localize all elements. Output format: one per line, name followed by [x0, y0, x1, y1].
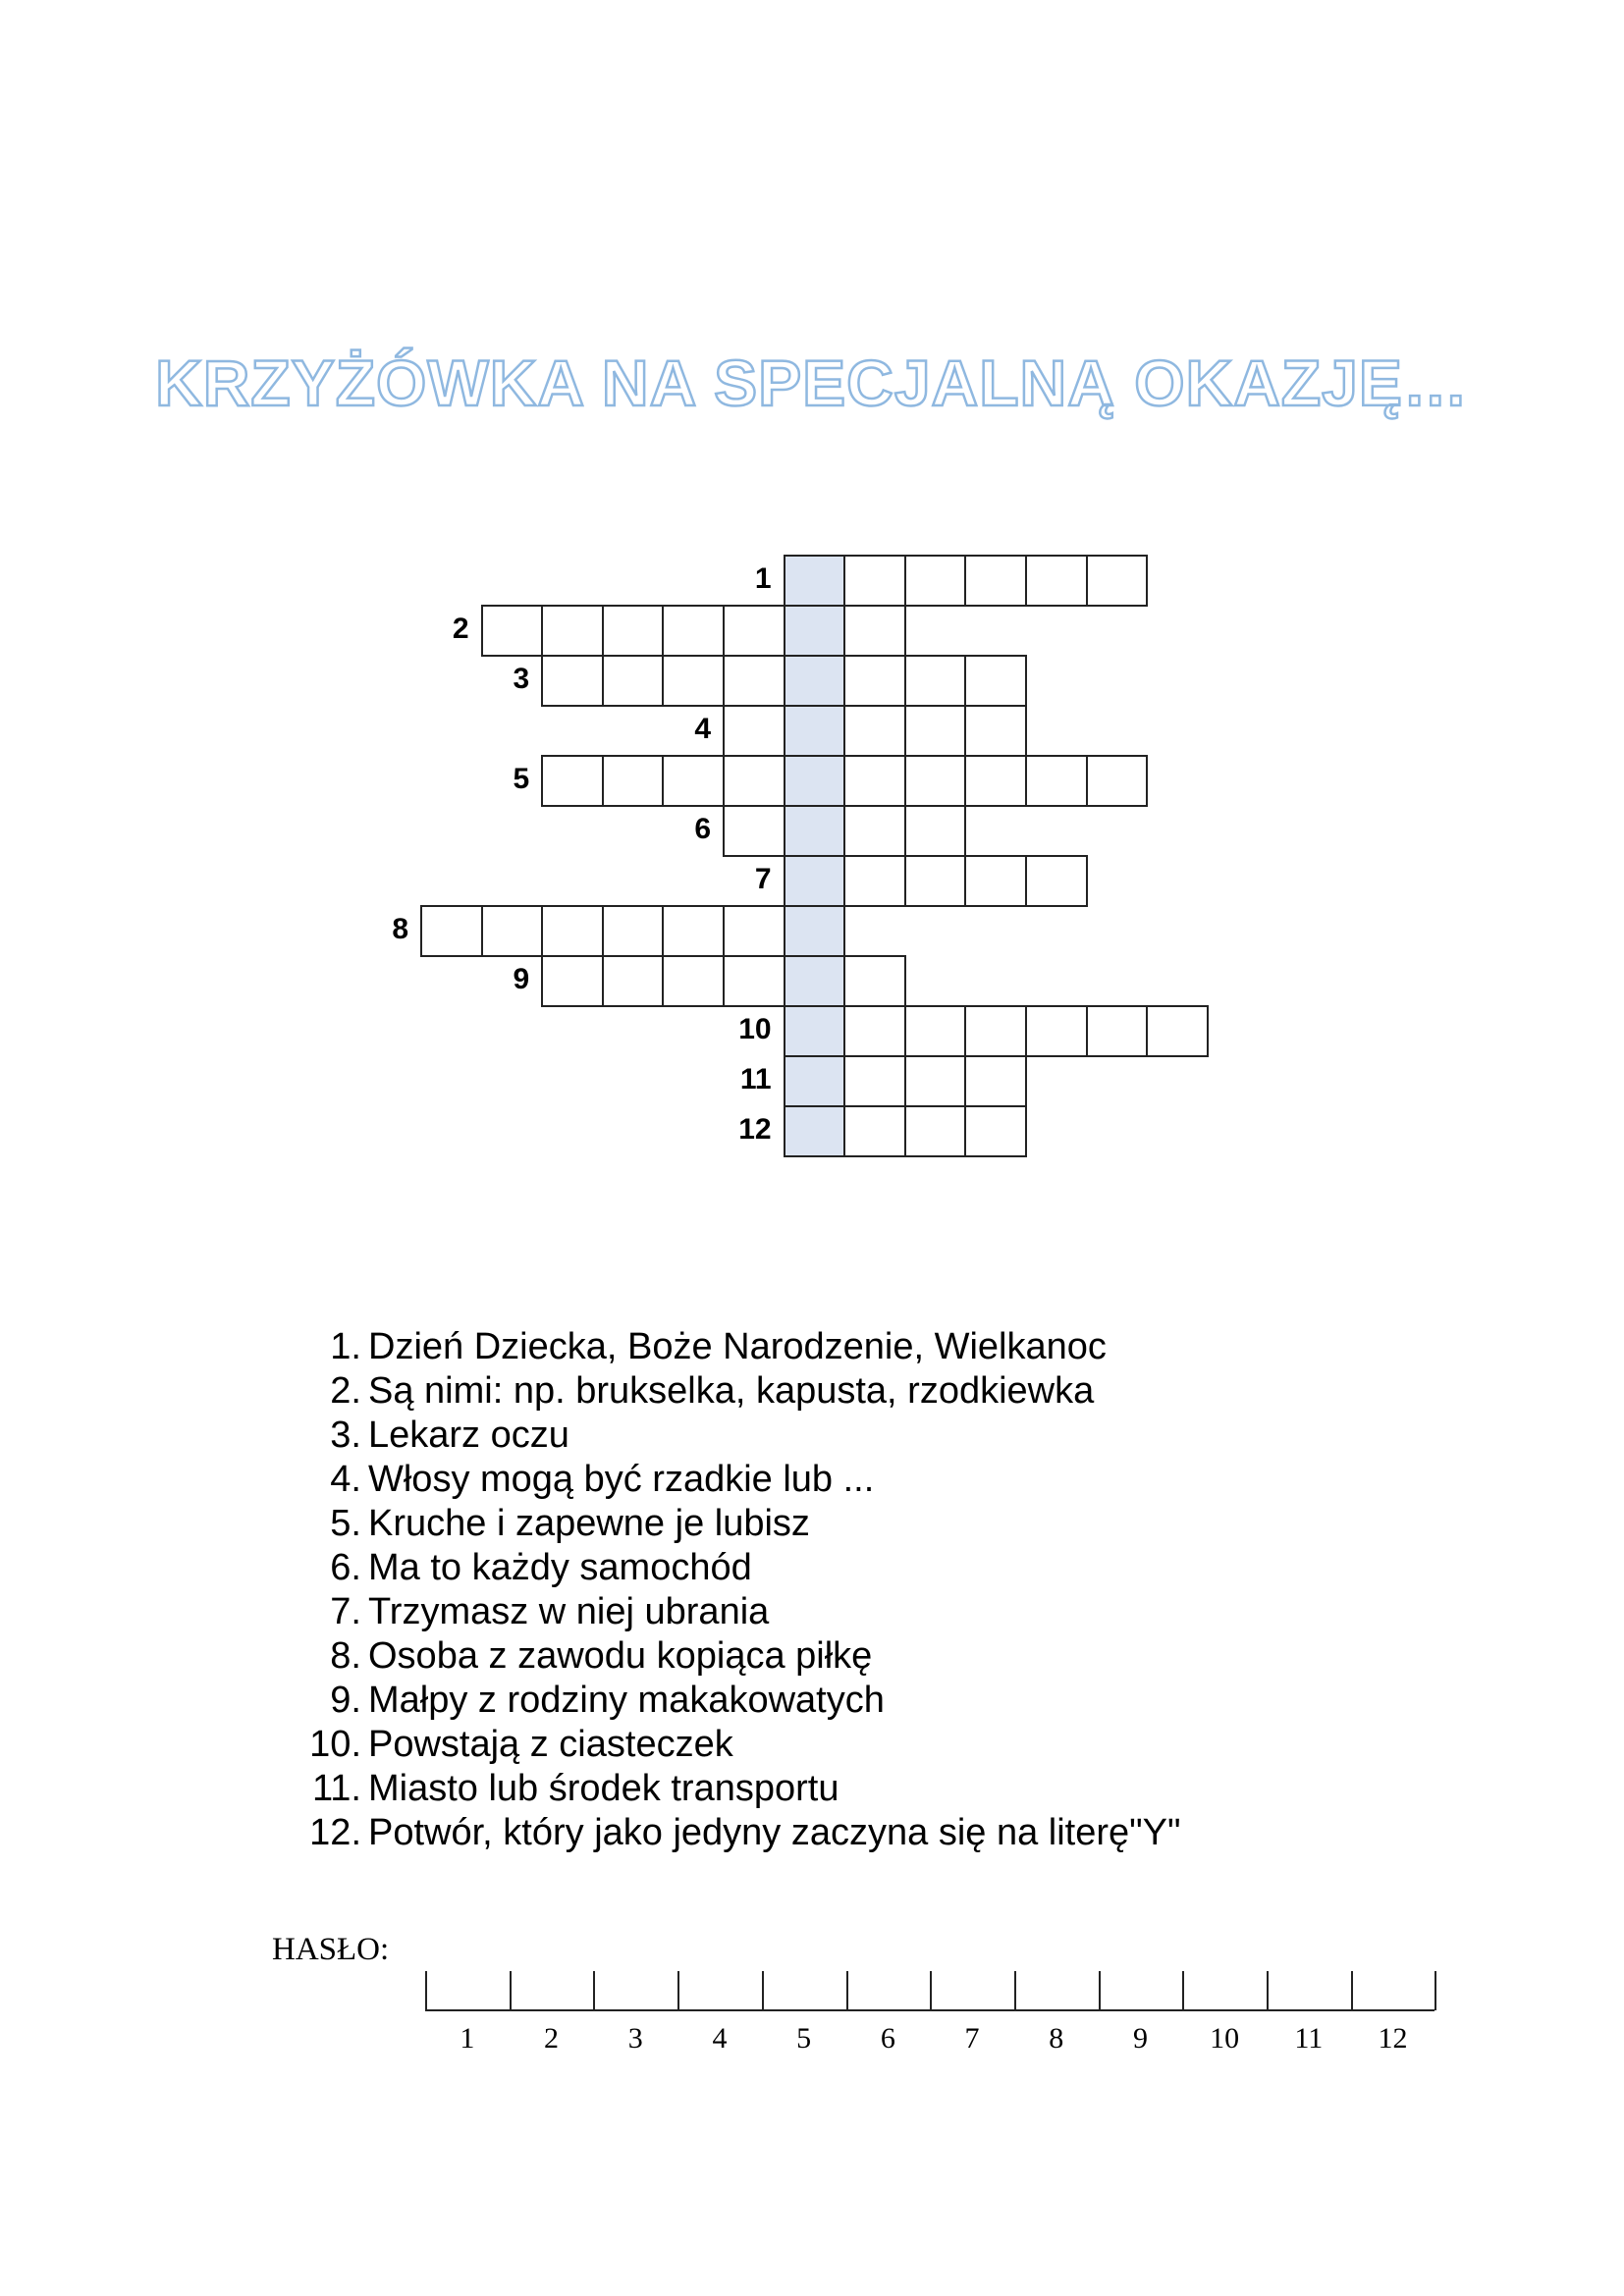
crossword-cell[interactable]: [602, 655, 665, 707]
row-number-7: 7: [754, 863, 772, 895]
clue-item: [304, 1723, 1180, 1767]
crossword-cell[interactable]: [602, 955, 665, 1007]
crossword-cell[interactable]: [904, 1055, 967, 1107]
clue-text: Powstają z ciasteczek: [368, 1724, 733, 1765]
crossword-cell[interactable]: [1086, 755, 1149, 807]
row-number-12: 12: [738, 1113, 772, 1146]
crossword-cell[interactable]: [1025, 855, 1088, 907]
haslo-divider: [1014, 1971, 1016, 2010]
haslo-box-number: 2: [544, 2022, 560, 2055]
haslo-box-number: 3: [627, 2022, 643, 2055]
crossword-cell[interactable]: [481, 605, 544, 657]
crossword-cell[interactable]: [1025, 1005, 1088, 1057]
clue-text: Ma to każdy samochód: [368, 1547, 752, 1588]
crossword-cell[interactable]: [1086, 1005, 1149, 1057]
key-cell[interactable]: [784, 1105, 846, 1157]
crossword-cell[interactable]: [843, 1005, 906, 1057]
haslo-divider: [677, 1971, 679, 2010]
crossword-cell[interactable]: [904, 805, 967, 857]
row-number-9: 9: [513, 963, 530, 995]
row-number-10: 10: [738, 1013, 772, 1045]
crossword-cell[interactable]: [602, 755, 665, 807]
crossword-cell[interactable]: [964, 1105, 1027, 1157]
haslo-divider: [510, 1971, 512, 2010]
crossword-cell[interactable]: [964, 755, 1027, 807]
crossword-cell[interactable]: [964, 1005, 1027, 1057]
clue-text: Dzień Dziecka, Boże Narodzenie, Wielkanoc: [368, 1326, 1107, 1367]
key-cell[interactable]: [784, 905, 846, 957]
crossword-cell[interactable]: [420, 905, 483, 957]
row-number-11: 11: [739, 1063, 772, 1095]
crossword-cell[interactable]: [1025, 555, 1088, 607]
crossword-cell[interactable]: [904, 555, 967, 607]
haslo-box-number: 12: [1378, 2022, 1408, 2055]
crossword-cell[interactable]: [723, 905, 785, 957]
clue-text: Osoba z zawodu kopiąca piłkę: [368, 1635, 873, 1677]
crossword-cell[interactable]: [541, 655, 604, 707]
page-title: KRZYŻÓWKA NA SPECJALNĄ OKAZJĘ…: [155, 347, 1469, 419]
haslo-box-number: 9: [1132, 2022, 1148, 2055]
crossword-cell[interactable]: [964, 705, 1027, 757]
clue-number: 3.: [330, 1415, 361, 1456]
row-number-5: 5: [513, 763, 530, 795]
haslo-divider: [762, 1971, 764, 2010]
crossword-cell[interactable]: [964, 855, 1027, 907]
clue-text: Miasto lub środek transportu: [368, 1768, 839, 1809]
crossword-cell[interactable]: [843, 705, 906, 757]
haslo-box-number: 1: [460, 2022, 475, 2055]
crossword-cell[interactable]: [843, 855, 906, 907]
clue-text: Trzymasz w niej ubrania: [368, 1591, 770, 1632]
haslo-box-number: 10: [1210, 2022, 1240, 2055]
crossword-cell[interactable]: [843, 755, 906, 807]
haslo-divider: [930, 1971, 932, 2010]
clue-text: Kruche i zapewne je lubisz: [368, 1503, 810, 1544]
crossword-cell[interactable]: [723, 655, 785, 707]
clue-item: [304, 1811, 1180, 1855]
crossword-cell[interactable]: [843, 655, 906, 707]
key-cell[interactable]: [784, 605, 846, 657]
crossword-cell[interactable]: [723, 955, 785, 1007]
haslo-divider: [1182, 1971, 1184, 2010]
crossword-cell[interactable]: [662, 605, 725, 657]
crossword-cell[interactable]: [843, 805, 906, 857]
clue-number: 5.: [330, 1503, 361, 1544]
haslo-label: HASŁO:: [272, 1932, 390, 1967]
clue-item: [304, 1767, 1180, 1811]
crossword-cell[interactable]: [904, 655, 967, 707]
clue-list: [304, 1325, 1180, 1855]
crossword-cell[interactable]: [843, 555, 906, 607]
crossword-cell[interactable]: [602, 605, 665, 657]
haslo-divider: [1099, 1971, 1101, 2010]
clue-text: Włosy mogą być rzadkie lub ...: [368, 1459, 875, 1500]
clue-number: 7.: [330, 1591, 361, 1632]
crossword-cell[interactable]: [964, 1055, 1027, 1107]
crossword-cell[interactable]: [541, 955, 604, 1007]
haslo-box-number: 8: [1049, 2022, 1064, 2055]
haslo-divider: [425, 1971, 427, 2010]
row-number-1: 1: [754, 562, 772, 595]
haslo-divider: [846, 1971, 848, 2010]
haslo-divider: [1435, 1971, 1436, 2010]
key-cell[interactable]: [784, 555, 846, 607]
crossword-cell[interactable]: [481, 905, 544, 957]
clue-number: 12.: [309, 1812, 361, 1853]
crossword-cell[interactable]: [904, 1105, 967, 1157]
crossword-cell[interactable]: [1086, 555, 1149, 607]
clue-text: Potwór, który jako jedyny zaczyna się na literę"Y": [368, 1812, 1181, 1853]
crossword-cell[interactable]: [904, 1005, 967, 1057]
clue-item: [304, 1679, 1180, 1723]
haslo-box-number: 6: [880, 2022, 895, 2055]
key-cell[interactable]: [784, 1055, 846, 1107]
key-cell[interactable]: [784, 705, 846, 757]
clue-text: Lekarz oczu: [368, 1415, 569, 1456]
key-cell[interactable]: [784, 655, 846, 707]
crossword-cell[interactable]: [723, 605, 785, 657]
row-number-8: 8: [392, 913, 408, 945]
clue-number: 9.: [330, 1680, 361, 1721]
clue-item: [304, 1458, 1180, 1502]
crossword-cell[interactable]: [662, 755, 725, 807]
crossword-cell[interactable]: [723, 705, 785, 757]
key-cell[interactable]: [784, 855, 846, 907]
haslo-divider: [593, 1971, 595, 2010]
haslo-box-number: 11: [1294, 2022, 1324, 2055]
crossword-cell[interactable]: [904, 855, 967, 907]
crossword-cell[interactable]: [1025, 755, 1088, 807]
crossword-cell[interactable]: [662, 905, 725, 957]
crossword-cell[interactable]: [904, 705, 967, 757]
crossword-cell[interactable]: [964, 655, 1027, 707]
crossword-cell[interactable]: [723, 755, 785, 807]
clue-item: [304, 1502, 1180, 1546]
crossword-cell[interactable]: [662, 655, 725, 707]
haslo-divider: [1351, 1971, 1353, 2010]
haslo-box-number: 5: [796, 2022, 812, 2055]
crossword-cell[interactable]: [843, 955, 906, 1007]
row-number-4: 4: [694, 713, 711, 745]
crossword-cell[interactable]: [541, 755, 604, 807]
clue-text: Są nimi: np. brukselka, kapusta, rzodkiewka: [368, 1370, 1095, 1412]
clue-number: 1.: [330, 1326, 361, 1367]
crossword-cell[interactable]: [843, 1055, 906, 1107]
clue-item: [304, 1634, 1180, 1679]
key-cell[interactable]: [784, 1005, 846, 1057]
key-cell[interactable]: [784, 955, 846, 1007]
crossword-cell[interactable]: [541, 605, 604, 657]
clue-number: 4.: [330, 1459, 361, 1500]
clue-item: [304, 1414, 1180, 1458]
crossword-cell[interactable]: [602, 905, 665, 957]
clue-number: 8.: [330, 1635, 361, 1677]
crossword-cell[interactable]: [541, 905, 604, 957]
crossword-cell[interactable]: [904, 755, 967, 807]
clue-number: 10.: [309, 1724, 361, 1765]
clue-text: Małpy z rodziny makakowatych: [368, 1680, 885, 1721]
row-number-6: 6: [694, 813, 711, 845]
crossword-cell[interactable]: [1146, 1005, 1209, 1057]
clue-number: 6.: [330, 1547, 361, 1588]
clue-item: [304, 1369, 1180, 1414]
clue-number: 11.: [311, 1768, 361, 1809]
crossword-cell[interactable]: [723, 805, 785, 857]
row-number-3: 3: [513, 663, 530, 695]
haslo-box-number: 4: [712, 2022, 728, 2055]
clue-item: [304, 1325, 1180, 1369]
clue-item: [304, 1546, 1180, 1590]
key-cell[interactable]: [784, 805, 846, 857]
clue-number: 2.: [330, 1370, 361, 1412]
haslo-divider: [1267, 1971, 1269, 2010]
clue-item: [304, 1590, 1180, 1634]
crossword-cell[interactable]: [964, 555, 1027, 607]
crossword-cell[interactable]: [843, 1105, 906, 1157]
crossword-cell[interactable]: [662, 955, 725, 1007]
key-cell[interactable]: [784, 755, 846, 807]
haslo-box-number: 7: [964, 2022, 980, 2055]
crossword-cell[interactable]: [843, 605, 906, 657]
row-number-2: 2: [452, 613, 469, 645]
